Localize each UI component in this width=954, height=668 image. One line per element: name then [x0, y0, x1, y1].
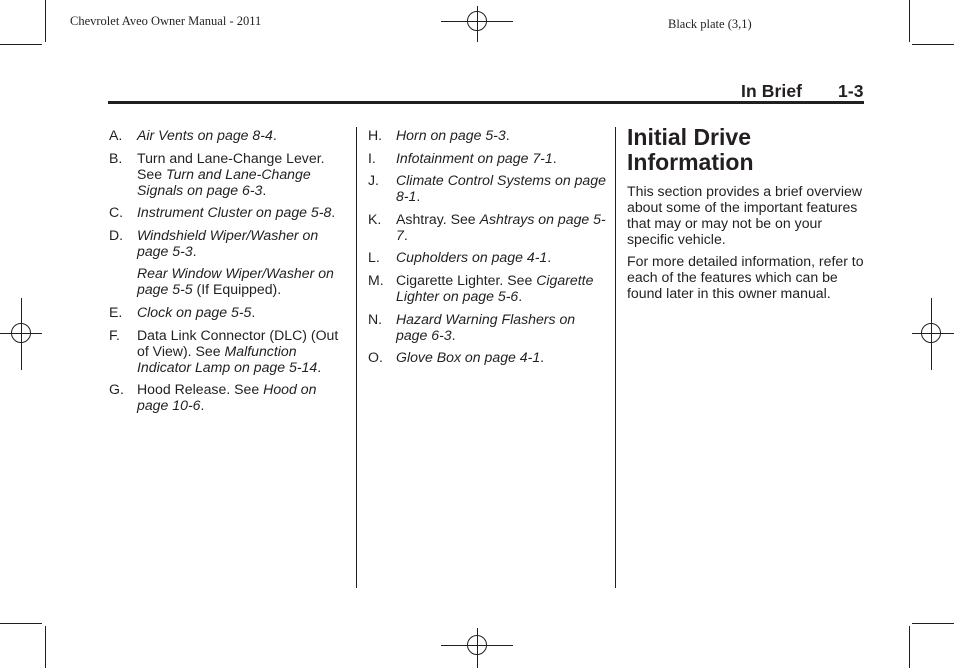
callout-letter: D. — [109, 226, 124, 243]
callout-letter: B. — [109, 149, 123, 166]
callout-text-segment: Turn and Lane-Change Lever. See — [137, 149, 325, 182]
crop-mark — [45, 626, 46, 668]
callout-letter: H. — [368, 127, 383, 143]
callout-text-segment: . — [262, 181, 267, 198]
callout-text-segment: . — [552, 149, 557, 166]
callout-letter: I. — [368, 149, 376, 166]
page-reference: Hazard Warning Flashers on page 6-3 — [396, 310, 576, 343]
callout-item — [109, 150, 347, 198]
page-reference: Cigarette Lighter on page 5-6 — [396, 271, 594, 304]
page-reference: Glove Box on page 4-1 — [396, 349, 541, 366]
page-reference: Cupholders on page 4-1 — [396, 249, 548, 266]
callout-letter: C. — [109, 204, 124, 221]
callout-text-segment: . — [505, 127, 510, 143]
callout-item — [109, 304, 347, 320]
callout-text-segment: . — [518, 287, 523, 304]
callout-text-segment: Data Link Connector (DLC) (Out of View). See — [137, 326, 339, 359]
crop-mark — [45, 0, 46, 42]
callout-letter: E. — [109, 303, 123, 320]
page-reference: Rear Window Wiper/Washer on page 5-5 — [137, 265, 334, 298]
callout-item — [109, 204, 347, 220]
callout-letter: K. — [368, 210, 382, 227]
callout-text — [396, 150, 606, 166]
callout-text — [396, 249, 606, 265]
callout-letter: J. — [368, 172, 379, 189]
callout-text — [137, 150, 347, 198]
callout-item — [368, 211, 606, 243]
intro-paragraph: This section provides a brief overview about some of the important features that may or may not be on your specific vehicle. — [627, 183, 862, 247]
callout-item — [109, 327, 347, 375]
callout-text — [137, 381, 347, 413]
callout-item — [109, 381, 347, 413]
callout-text — [396, 272, 606, 304]
callout-text-segment: . — [331, 204, 336, 221]
callout-text-segment: Ashtray. See — [396, 210, 480, 227]
callout-letter: N. — [368, 310, 383, 327]
callout-text-segment: . — [200, 397, 205, 414]
callout-text-segment: . — [416, 188, 421, 205]
column-divider — [356, 127, 357, 588]
page-reference: Climate Control Systems on page 8-1 — [396, 172, 606, 205]
page-reference: Clock on page 5-5 — [137, 303, 252, 320]
page-reference: Hood on page 10-6 — [137, 381, 317, 414]
callout-text — [137, 227, 347, 259]
callout-item — [109, 127, 347, 143]
callout-text — [137, 204, 347, 220]
callout-text — [396, 349, 606, 365]
callout-text — [137, 265, 347, 297]
callout-item — [109, 227, 347, 298]
page-reference: Ashtrays on page 5-7 — [396, 210, 606, 243]
crop-mark — [0, 623, 42, 624]
callout-letter: F. — [109, 326, 120, 343]
callout-list-column-2 — [368, 127, 606, 372]
callout-letter: L. — [368, 249, 380, 266]
page-reference: Horn on page 5-3 — [396, 127, 506, 143]
callout-text-segment: . — [451, 326, 456, 343]
crop-mark — [909, 0, 910, 42]
column-divider — [615, 127, 616, 588]
callout-item — [368, 249, 606, 265]
callout-text-segment: . — [192, 242, 197, 259]
document-title: Chevrolet Aveo Owner Manual - 2011 — [70, 14, 262, 28]
callout-text-segment: . — [547, 249, 552, 266]
callout-item — [368, 150, 606, 166]
callout-text — [396, 211, 606, 243]
crop-mark — [912, 44, 954, 45]
callout-item — [368, 272, 606, 304]
section-heading: Initial Drive Information — [627, 124, 754, 175]
callout-letter: O. — [368, 349, 383, 366]
crop-mark — [909, 626, 910, 668]
callout-text-segment: . — [403, 226, 408, 243]
callout-item — [368, 349, 606, 365]
callout-text — [137, 127, 347, 143]
callout-item — [368, 311, 606, 343]
crop-mark — [0, 44, 42, 45]
plate-label: Black plate (3,1) — [668, 17, 752, 31]
callout-text-segment: . — [251, 303, 256, 320]
callout-text — [137, 327, 347, 375]
page-reference: Windshield Wiper/Washer on page 5-3 — [137, 226, 319, 259]
callout-item — [368, 172, 606, 204]
registration-mark-top — [441, 6, 513, 42]
callout-text-segment: . — [272, 127, 277, 143]
callout-text-segment: . — [317, 358, 322, 375]
page-reference: Instrument Cluster on page 5-8 — [137, 204, 332, 221]
callout-item — [368, 127, 606, 143]
registration-mark-right — [912, 298, 954, 370]
callout-letter: A. — [109, 127, 123, 143]
callout-text-segment: Hood Release. See — [137, 381, 264, 398]
callout-text — [396, 127, 606, 143]
page-reference: Turn and Lane-Change Signals on page 6-3 — [137, 165, 311, 198]
registration-mark-bottom — [441, 628, 513, 668]
callout-text-segment: (If Equipped). — [192, 281, 282, 298]
callout-letter: M. — [368, 271, 384, 288]
callout-text — [137, 304, 347, 320]
header-rule — [108, 101, 864, 104]
detail-paragraph: For more detailed information, refer to each of the features which can be found later in this owner manual. — [627, 253, 864, 301]
crop-mark — [912, 623, 954, 624]
callout-list-column-1 — [109, 127, 347, 420]
page-number: 1-3 — [838, 81, 864, 101]
registration-mark-left — [0, 298, 42, 370]
page-reference: Malfunction Indicator Lamp on page 5-14 — [137, 342, 318, 375]
page-reference: Air Vents on page 8-4 — [137, 127, 273, 143]
callout-text-segment: . — [540, 349, 545, 366]
callout-letter: G. — [109, 381, 124, 398]
callout-text — [396, 311, 606, 343]
callout-text-segment: Cigarette Lighter. See — [396, 271, 537, 288]
page-reference: Infotainment on page 7-1 — [396, 149, 553, 166]
running-head-section: In Brief — [741, 81, 803, 101]
callout-text — [396, 172, 606, 204]
